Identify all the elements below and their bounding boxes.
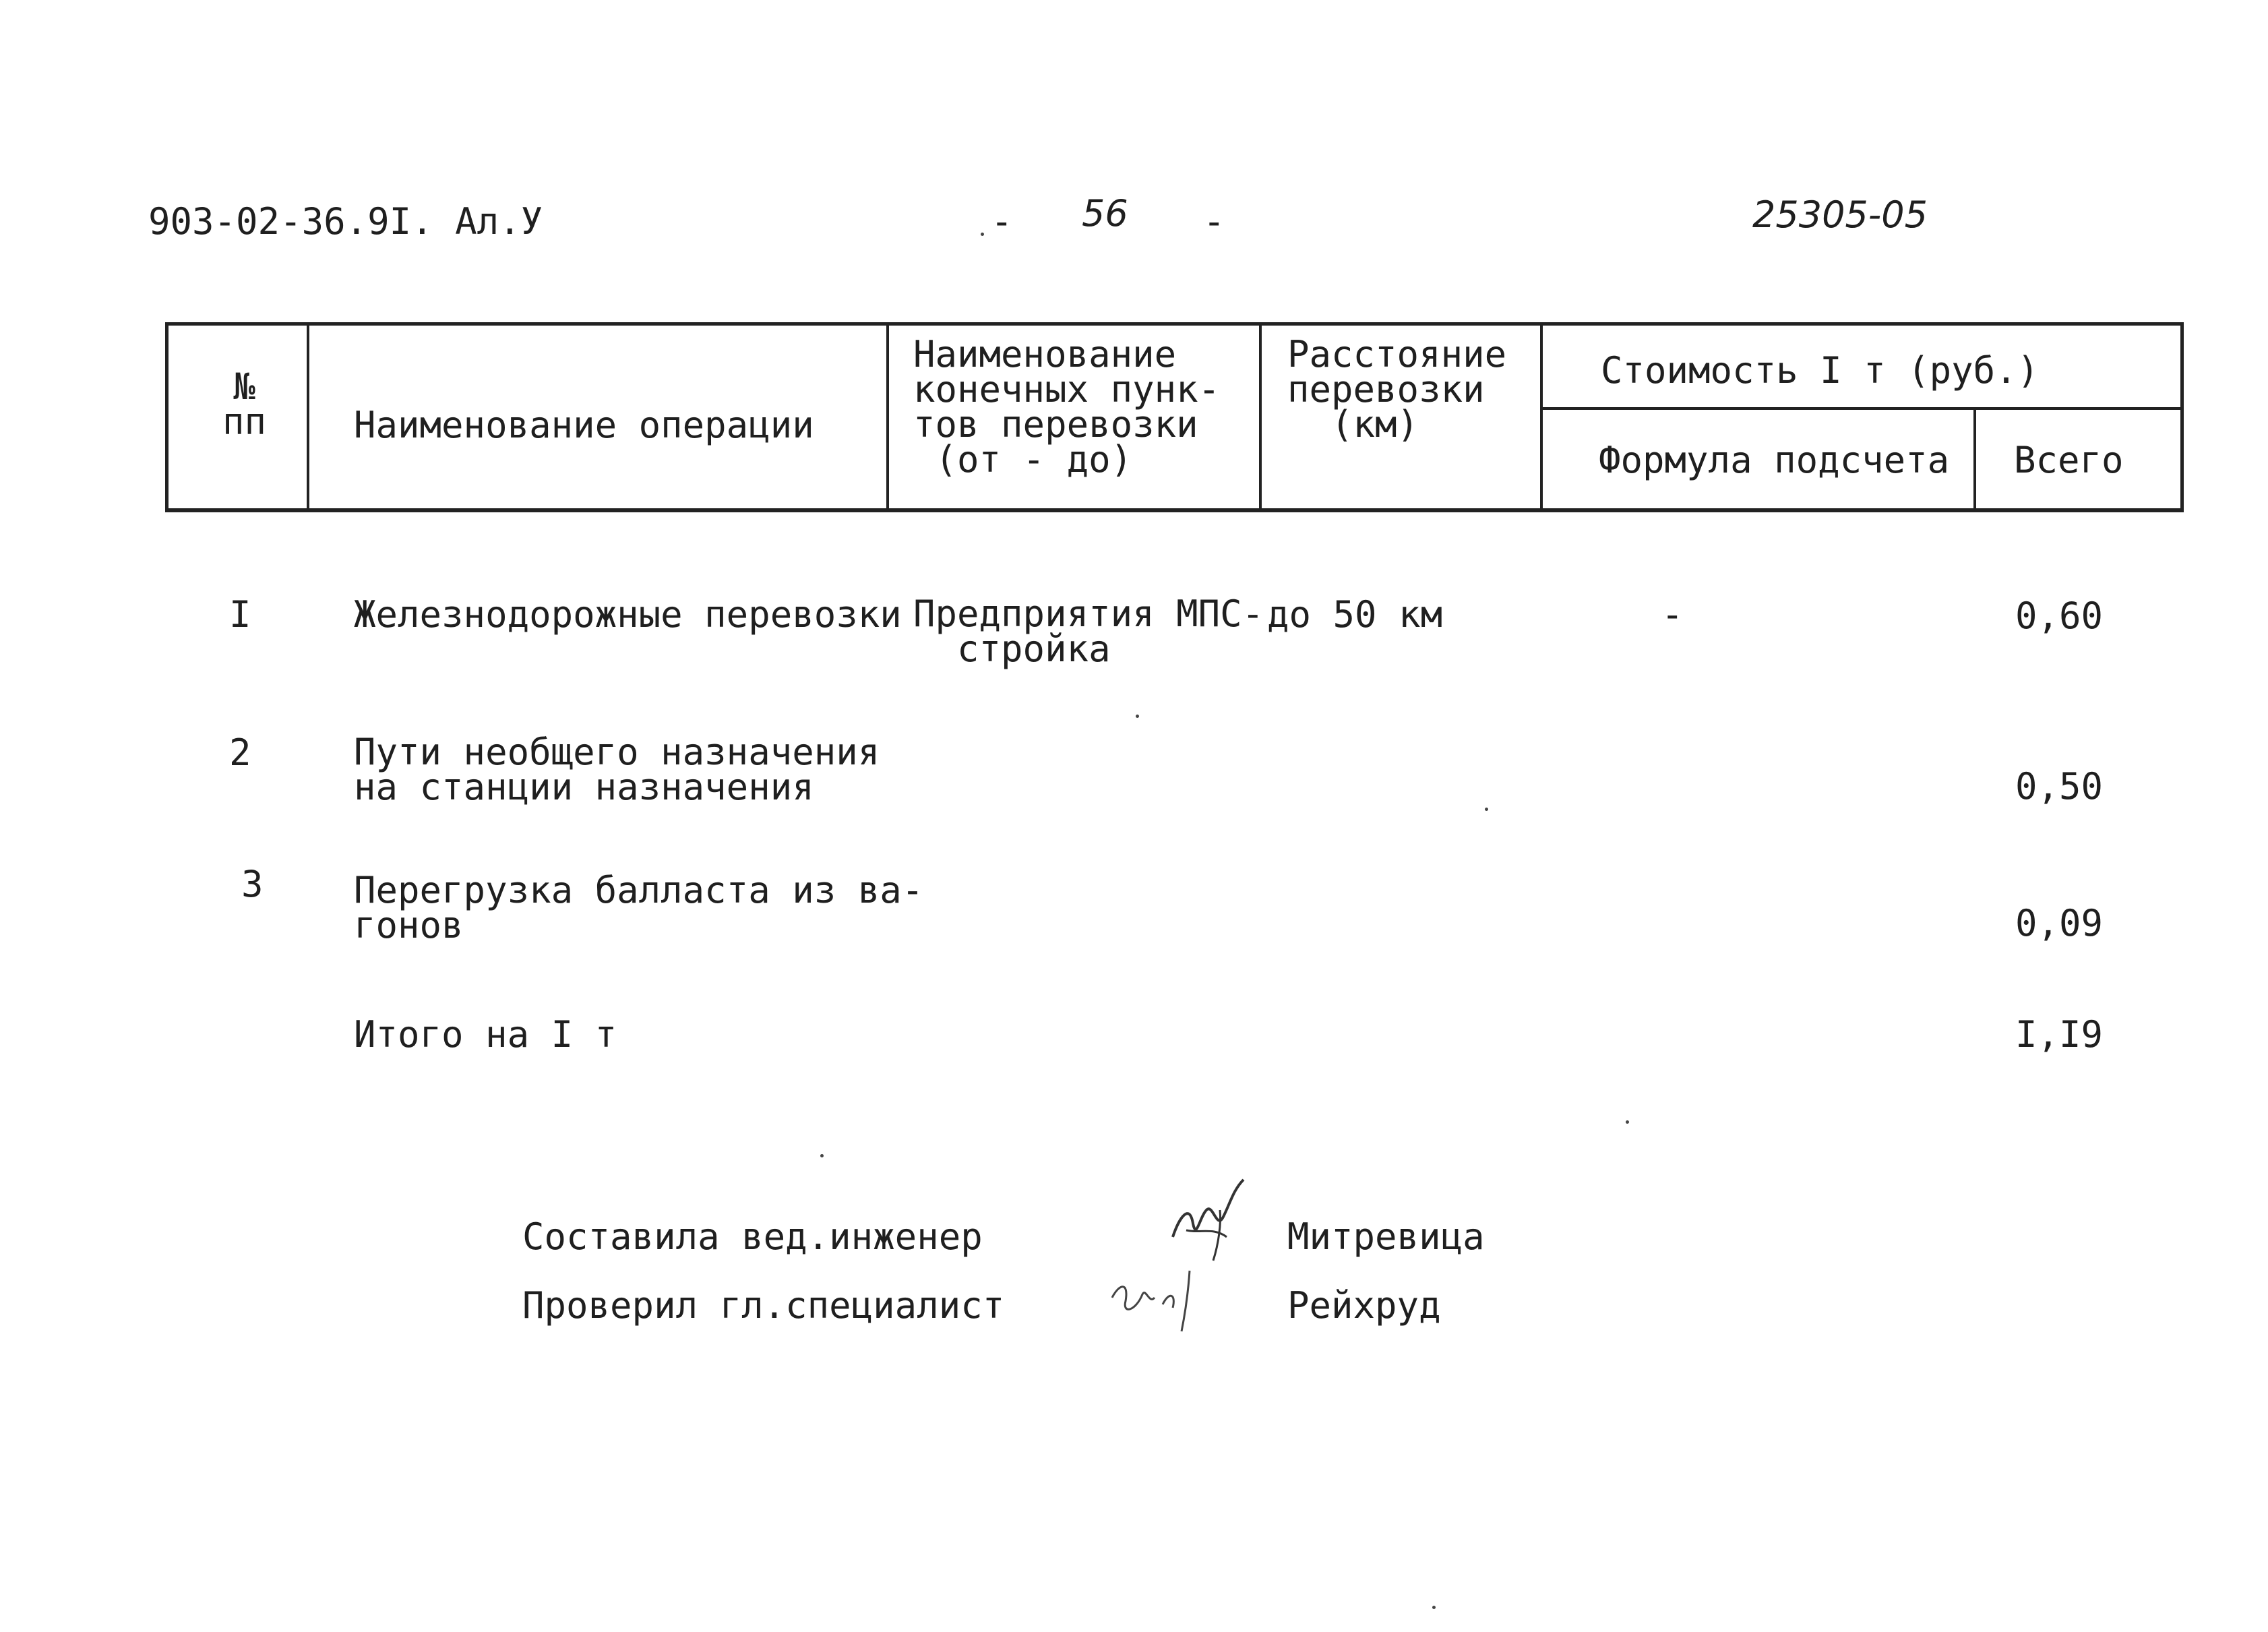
row-num: I: [229, 593, 251, 636]
summary-total: I,I9: [2015, 1013, 2104, 1056]
row-operation: Пути необщего назначения на станции назначения: [354, 731, 880, 808]
header-operation: Наименование операции: [354, 404, 814, 446]
header-total: Всего: [2014, 439, 2124, 481]
compiled-by-name: Митревица: [1287, 1215, 1485, 1258]
row-distance: до 50 км: [1267, 593, 1443, 636]
row-formula: -: [1661, 593, 1684, 636]
inventory-number: 25305-05: [1752, 193, 1928, 236]
row-total: 0,60: [2015, 595, 2104, 637]
header-points: Наименование конечных пунк- тов перевозки (от - до): [913, 333, 1221, 481]
scan-speck: [1485, 808, 1488, 811]
row-num: 3: [241, 863, 264, 905]
signature-checked-icon: [1102, 1257, 1223, 1338]
page-dash-right: -: [1203, 200, 1225, 243]
summary-label: Итого на I т: [354, 1013, 617, 1056]
checked-by-label: Проверил гл.специалист: [522, 1284, 1005, 1327]
page-number: 56: [1082, 192, 1128, 235]
row-num: 2: [229, 731, 251, 774]
scan-speck: [1626, 1120, 1629, 1124]
row-total: 0,09: [2015, 902, 2104, 944]
page-dash-left: -: [991, 200, 1013, 243]
row-total: 0,50: [2015, 765, 2104, 808]
compiled-by-label: Составила вед.инженер: [522, 1215, 983, 1258]
row-points: Предприятия МПС- стройка: [913, 593, 1264, 670]
scan-speck: [1432, 1606, 1436, 1609]
scan-speck: [1136, 715, 1139, 718]
checked-by-name: Рейхруд: [1287, 1284, 1441, 1327]
document-code: 903-02-36.9I. Ал.У: [148, 200, 543, 243]
scan-speck: [820, 1154, 824, 1157]
row-operation: Перегрузка балласта из ва- гонов: [354, 869, 924, 946]
header-formula: Формула подсчета: [1599, 439, 1950, 481]
header-distance: Расстояние перевозки (км): [1287, 333, 1507, 446]
scan-speck: [981, 233, 984, 236]
row-operation: Железнодорожные перевозки: [354, 593, 902, 636]
header-cost-group: Стоимость I т (руб.): [1601, 349, 2040, 392]
signature-compiled-icon: [1159, 1176, 1260, 1264]
header-num: № пп: [222, 365, 267, 443]
